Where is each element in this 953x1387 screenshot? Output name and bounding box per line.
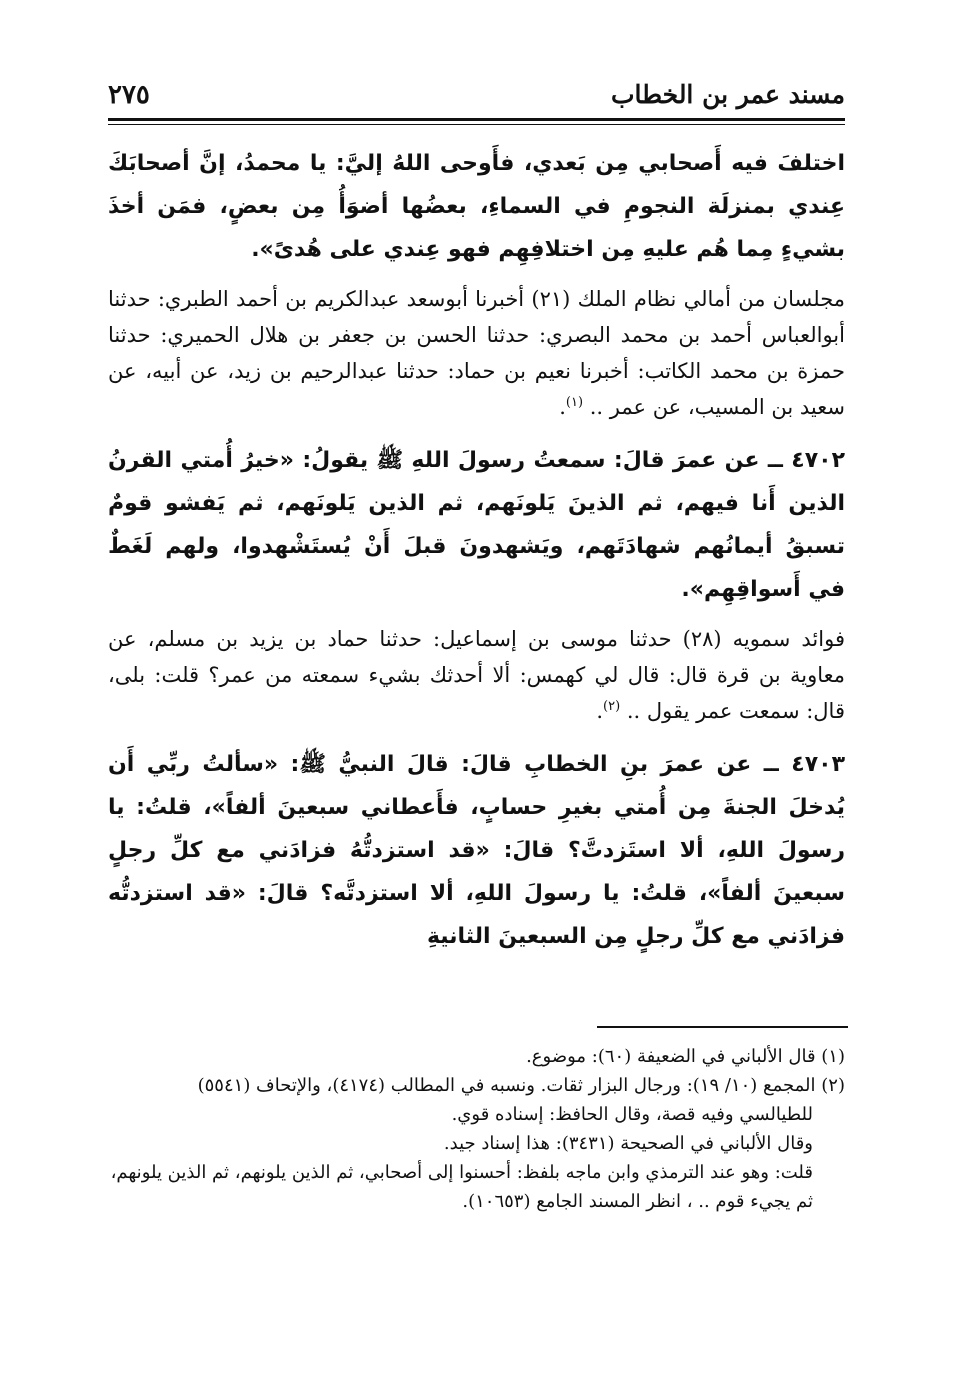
page-number: ٢٧٥ — [108, 80, 150, 110]
footnote-1: (١) قال الألباني في الضعيفة (٦٠): موضوع. — [526, 1046, 845, 1067]
source-chain-paragraph: فوائد سمويه (٢٨) حدثنا موسى بن إسماعيل: حدثنا حماد بن يزيد بن مسلم، عن معاوية بن قرة قال: قال لي كهمس: ألا أحدثك بشيء سمعته من عمر؟ قلت: بلى، قال: سمعت عمر يقول .. $^{(٢)}$. — [108, 627, 846, 723]
footnote-ref-2: (٢) — [603, 699, 621, 714]
footnote-2-line: قلت: وهو عند الترمذي وابن ماجه بلفظ: أحسنوا إلى أصحابي، ثم الذين يلونهم، ثم الذين يلونهم، ثم يجيء قوم .. ، انظر المسند الجامع (١٠٦٥٣). — [110, 1162, 813, 1212]
header-rule-thick — [108, 118, 845, 121]
main-text — [108, 142, 845, 958]
hadith-4702: ٤٧٠٢ ــ عن عمرَ قالَ: سمعتُ رسولَ اللهِ ﷺ يقولُ: «خيرُ أُمتي القرنُ الذين أَنا فيهم، ثم الذينَ يَلونَهم، ثم الذين يَلونَهم، ثم يَفشو قومٌ تسبقُ أيمانُهم شهادَتَهم، ويَشهدونَ قبلَ أَنْ يُستَشْهدوا، ولهم لَغَطٌ في أَسواقِهِم». — [108, 448, 845, 602]
footnote-2-line: وقال الألباني في الصحيحة (٣٤٣١): هذا إسناد جيد. — [443, 1133, 813, 1154]
hadith-continuation: اختلفَ فيه أَصحابي مِن بَعدي، فأَوحى اللهُ إليَّ: يا محمدُ، إنَّ أصحابَكَ عِندي بمنزلَة النجومِ في السماءِ، بعضُها أضوَأُ مِن بعضٍ، فمَن أخذَ بشيءٍ مِما هُم عليهِ مِن اختلافِهِم فهو عِندي على هُدىً». — [108, 151, 845, 262]
source-chain-text: مجلسان من أمالي نظام الملك (٢١) أخبرنا أبوسعد عبدالكريم بن أحمد الطبري: حدثنا أبوالعباس أحمد بن محمد البصري: حدثنا الحسن بن جعفر بن هلال الحميري: حدثنا حمزة بن محمد الكاتب: أخبرنا نعيم بن حماد: حدثنا عبدالرحيم بن زيد، عن أبيه، عن سعيد بن المسيب، عن عمر .. — [108, 287, 845, 419]
header-rule-thin — [108, 124, 845, 125]
hadith-4703: ٤٧٠٣ ــ عن عمرَ بنِ الخطابِ قالَ: قالَ النبيُّ ﷺ: «سألتُ ربِّي أَن يُدخلَ الجنةَ مِن أُمتي بغيرِ حسابٍ، فأَعطاني سبعينَ ألفاً»، قلتُ: يا رسولَ اللهِ، ألا استَزدتَّ؟ قالَ: «قد استزدتُّهُ فزادَني مع كلِّ رجلٍ سبعينَ ألفاً»، قلتُ: يا رسولَ اللهِ، ألا استزدتَّه؟ قالَ: «قد استزدتُّه فزادَني مع كلِّ رجلٍ مِن السبعينَ الثانيةِ — [108, 752, 845, 949]
footnotes — [108, 1042, 845, 1216]
footnote-separator — [597, 1026, 848, 1028]
source-chain-paragraph: مجلسان من أمالي نظام الملك (٢١) أخبرنا أبوسعد عبدالكريم بن أحمد الطبري: حدثنا أبوالعباس أحمد بن محمد البصري: حدثنا الحسن بن جعفر بن هلال الحميري: حدثنا حمزة بن محمد الكاتب: أخبرنا نعيم بن حماد: حدثنا عبدالرحيم بن زيد، عن أبيه، عن سعيد بن المسيب، عن عمر .. $^{(١)}$. — [108, 287, 845, 419]
footnote-2-line: للطيالسي وفيه قصة، وقال الحافظ: إسناده قوي. — [451, 1104, 813, 1125]
source-chain-text: فوائد سمويه (٢٨) حدثنا موسى بن إسماعيل: حدثنا حماد بن يزيد بن مسلم، عن معاوية بن قرة قال: قال لي كهمس: ألا أحدثك بشيء سمعته من عمر؟ قلت: بلى، قال: سمعت عمر يقول .. — [108, 627, 846, 723]
footnote-ref-1: (١) — [565, 395, 584, 410]
running-title: مسند عمر بن الخطاب — [611, 80, 845, 109]
page-header — [108, 78, 845, 114]
footnote-2: (٢) المجمع (١٠/ ١٩): ورجال البزار ثقات. ونسبه في المطالب (٤١٧٤)، والإتحاف (٥٥٤١) — [197, 1075, 845, 1096]
